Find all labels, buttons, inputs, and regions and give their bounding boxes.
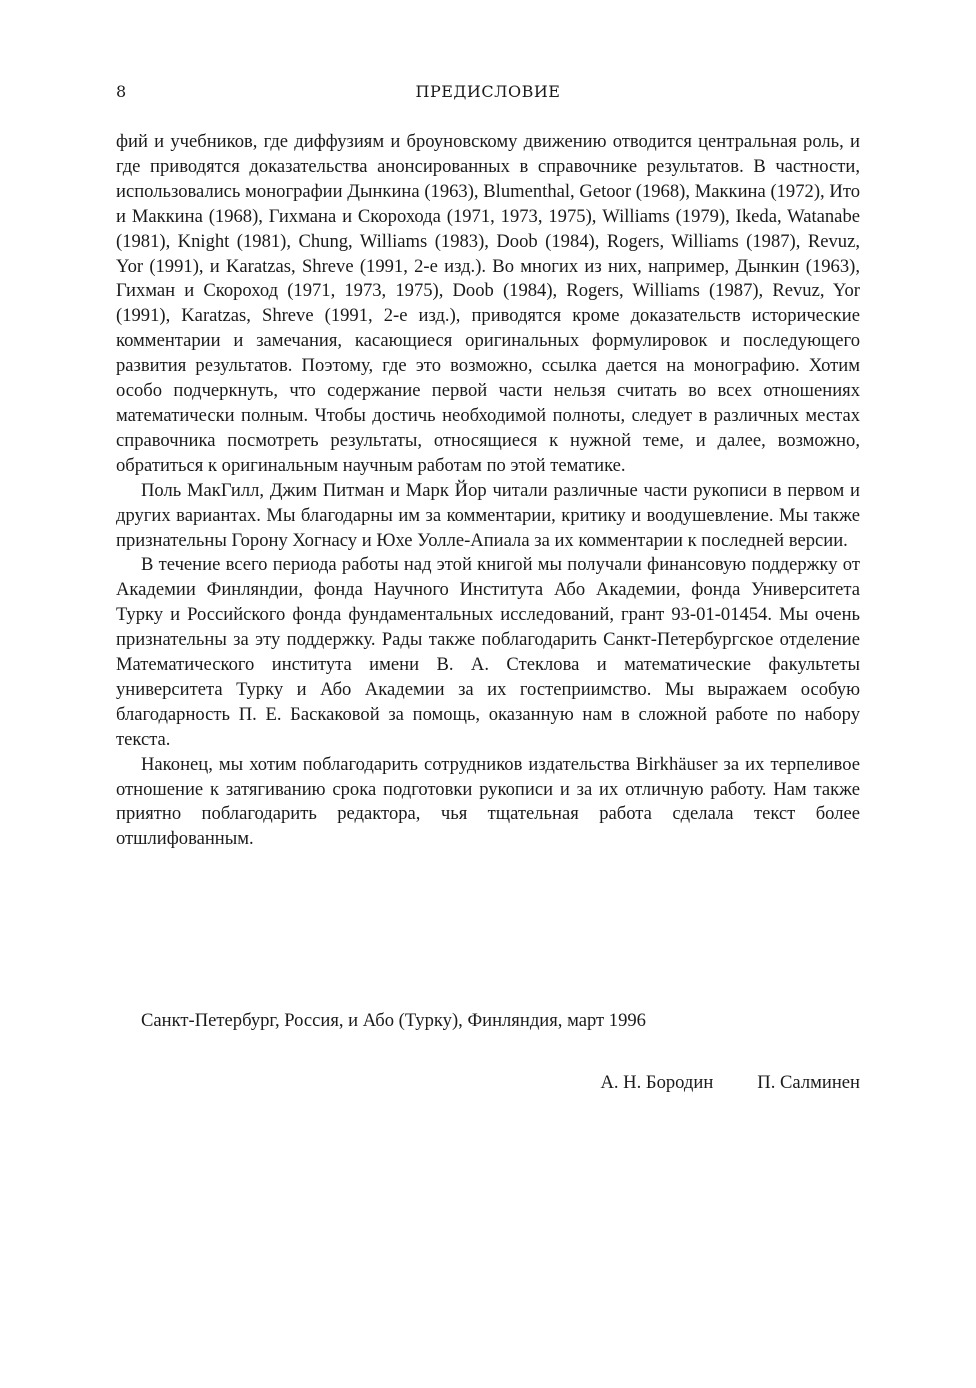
paragraph-acknowledgement-funding: В течение всего периода работы над этой книгой мы получали финансовую поддержку от Академии Финляндии, фонда Научного Института Або Академии, фонда Университета Турку и Российского фонда фундаментальных исследований, грант 93-01-01454. Мы очень признательны за эту поддержку. Рады также поблагодарить Санкт-Петербургское отделение Математического института имени В. А. Стеклова и математические факультеты университета Турку и Або Академии за их гостеприимство. Мы выражаем особую благодарность П. Е. Баскаковой за помощь, оказанную нам в сложной работе по набору текста. xyxy=(116,554,860,750)
paragraph-acknowledgement-publisher: Наконец, мы хотим поблагодарить сотрудников издательства Birkhäuser за их терпеливое отношение к затягиванию срока подготовки рукописи и за их отличную работу. Нам также приятно поблагодарить редактора, чья тщательная работа сделала текст более отшлифованным. xyxy=(116,753,860,850)
page xyxy=(116,78,860,852)
page-number: 8 xyxy=(116,82,127,101)
author-signatures xyxy=(600,1070,860,1096)
page-header-title: ПРЕДИСЛОВИЕ xyxy=(415,82,561,101)
preface-body xyxy=(116,130,860,852)
closing-place-date: Санкт-Петербург, Россия, и Або (Турку), Финляндия, март 1996 xyxy=(141,1010,646,1031)
running-head xyxy=(116,78,860,106)
paragraph-continuation: фий и учебников, где диффузиям и броуновскому движению отводится центральная роль, и где приводятся доказательства анонсированных в справочнике результатов. В частности, использовались монографии Дынкина (1963), Blumenthal, Getoor (1968), Маккина (1972), Ито и Маккина (1968), Гихмана и Скорохода (1971, 1973, 1975), Williams (1979), Ikeda, Watanabe (1981), Knight (1981), Chung, Williams (1983), Doob (1984), Rogers, Williams (1987), Revuz, Yor (1991), и Karatzas, Shreve (1991, 2-е изд.). Во многих из них, например, Дынкин (1963), Гихман и Скороход (1971, 1973, 1975), Doob (1984), Rogers, Williams (1987), Revuz, Yor (1991), Karatzas, Shreve (1991, 2-е изд.), приводятся кроме доказательств исторические комментарии и замечания, касающиеся оригинальных формулировок и последующего развития результатов. Поэтому, где это возможно, ссылка дается на монографию. Хотим особо подчеркнуть, что содержание первой части нельзя считать во всех отношениях математически полным. Чтобы достичь необходимой полноты, следует в различных местах справочника посмотреть результаты, относящиеся к нужной теме, и далее, возможно, обратиться к оригинальным научным работам по этой тематике. xyxy=(116,131,860,476)
paragraph-acknowledgement-readers: Поль МакГилл, Джим Питман и Марк Йор читали различные части рукописи в первом и других вариантах. Мы благодарны им за комментарии, критику и воодушевление. Мы также признательны Горону Хогнасу и Юхе Уолле-Апиала за их комментарии к последней версии. xyxy=(116,479,860,551)
author-salminen: П. Салминен xyxy=(757,1072,860,1093)
author-borodin: А. Н. Бородин xyxy=(600,1072,714,1093)
